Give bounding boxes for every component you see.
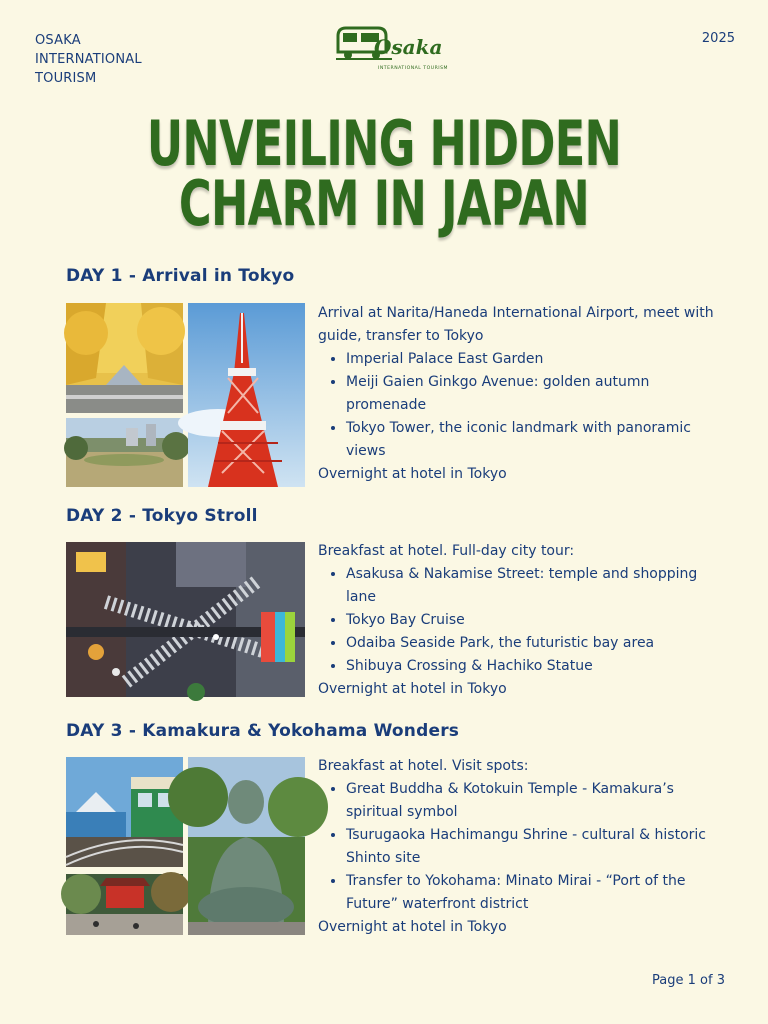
day-2-description	[318, 540, 718, 701]
day-3-heading: DAY 3 - Kamakura & Yokohama Wonders	[66, 721, 460, 741]
day-2-outro: Overnight at hotel in Tokyo	[318, 681, 507, 697]
list-item: • Great Buddha & Kotokuin Temple - Kamakura’s spiritual symbol	[346, 778, 718, 824]
list-item: • Tokyo Tower, the iconic landmark with panoramic views	[346, 417, 718, 463]
day-3-outro: Overnight at hotel in Tokyo	[318, 919, 507, 935]
day-2-heading: DAY 2 - Tokyo Stroll	[66, 506, 258, 526]
list-item: • Tokyo Bay Cruise	[346, 609, 718, 632]
day-1-heading: DAY 1 - Arrival in Tokyo	[66, 266, 295, 286]
shibuya-crossing-photo	[66, 542, 305, 697]
enoden-train-photo	[66, 757, 183, 867]
day-1-outro: Overnight at hotel in Tokyo	[318, 466, 507, 482]
list-item: • Transfer to Yokohama: Minato Mirai - “Port of the Future” waterfront district	[346, 870, 718, 916]
list-item: • Asakusa & Nakamise Street: temple and shopping lane	[346, 563, 718, 609]
list-item: • Tsurugaoka Hachimangu Shrine - cultural & historic Shinto site	[346, 824, 718, 870]
list-item: • Meiji Gaien Ginkgo Avenue: golden autumn promenade	[346, 371, 718, 417]
imperial-palace-garden-photo	[66, 418, 183, 487]
day-1-description	[318, 302, 718, 486]
hachimangu-shrine-photo	[66, 874, 183, 935]
day-1-list	[318, 348, 718, 463]
year-label: 2025	[701, 31, 735, 46]
logo-tagline: INTERNATIONAL TOURISM	[378, 66, 448, 71]
list-item: • Shibuya Crossing & Hachiko Statue	[346, 655, 718, 678]
ginkgo-avenue-photo	[66, 303, 183, 413]
organization-name: OSAKA INTERNATIONAL TOURISM	[35, 33, 142, 86]
day-2-list	[318, 563, 718, 678]
day-2-intro: Breakfast at hotel. Full-day city tour:	[318, 543, 575, 559]
day-3-description	[318, 755, 718, 939]
list-item: • Odaiba Seaside Park, the futuristic bay area	[346, 632, 718, 655]
day-3-intro: Breakfast at hotel. Visit spots:	[318, 758, 529, 774]
great-buddha-photo	[188, 757, 305, 935]
day-3-list	[318, 778, 718, 916]
list-item: • Imperial Palace East Garden	[346, 348, 718, 371]
osaka-logo	[334, 22, 448, 78]
tokyo-tower-photo	[188, 303, 305, 487]
page-number: Page 1 of 3	[652, 973, 725, 988]
logo-wordmark: Osaka	[374, 35, 443, 59]
page-title: UNVEILING HIDDEN CHARM IN JAPAN	[146, 107, 622, 240]
day-1-intro: Arrival at Narita/Haneda International Airport, meet with guide, transfer to Tokyo	[318, 305, 714, 344]
